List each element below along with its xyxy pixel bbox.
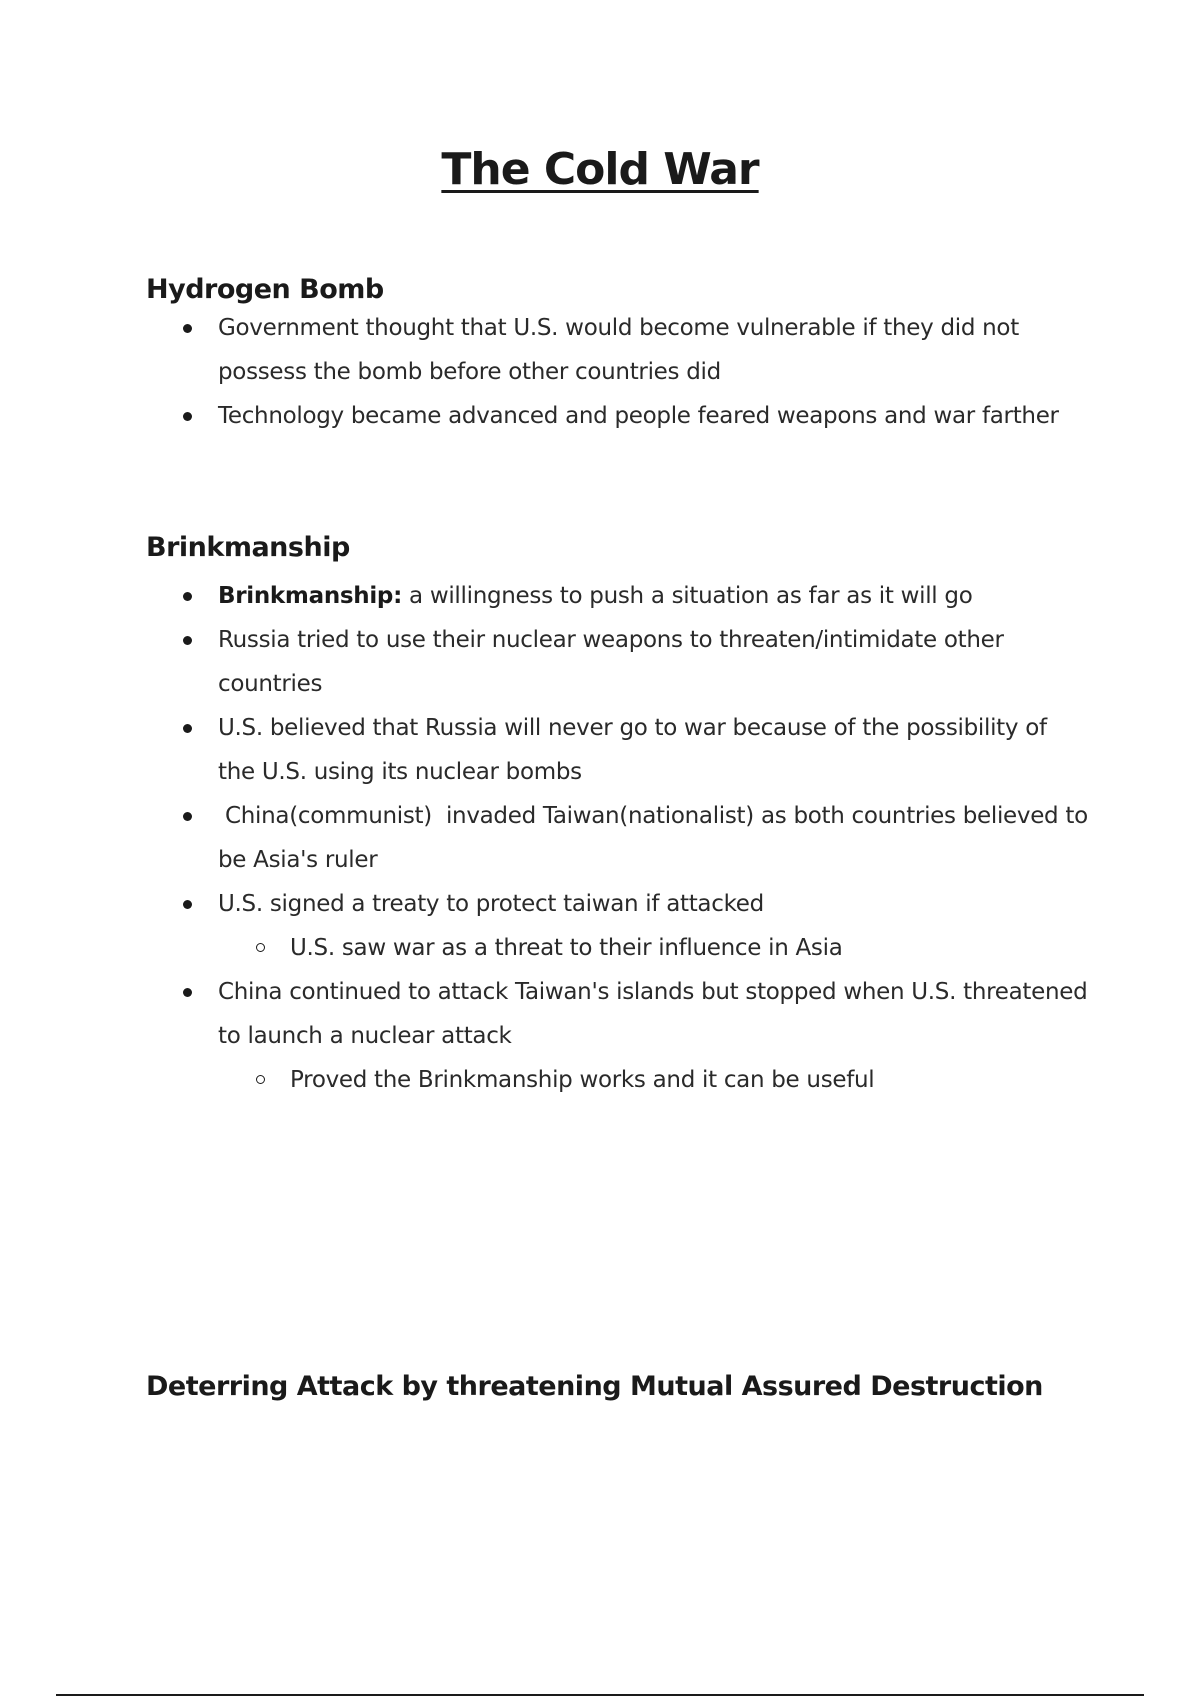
list-item-text: Technology became advanced and people feared weapons and war farther [218,403,1059,429]
section-heading-hydrogen-bomb: Hydrogen Bomb [146,274,384,305]
list-item-text: Government thought that U.S. would become vulnerable if they did not possess the bomb before other countries did [218,315,1019,385]
definition-text: a willingness to push a situation as far as it will go [402,583,973,609]
bullet-icon [183,812,192,821]
list-item [0,394,1200,438]
bullet-icon [183,988,192,997]
brinkmanship-list [0,574,1200,1102]
definition-term: Brinkmanship: [218,583,402,609]
list-item [0,882,1200,926]
sub-list-item-text: U.S. saw war as a threat to their influence in Asia [290,935,843,961]
sub-list-item [0,1058,1200,1102]
list-item [0,794,1200,882]
list-item-text: China continued to attack Taiwan's islands but stopped when U.S. threatened to launch a nuclear attack [218,979,1088,1049]
hollow-bullet-icon [256,943,265,952]
section-heading-brinkmanship: Brinkmanship [146,532,350,563]
list-item [0,706,1200,794]
list-item [0,618,1200,706]
bullet-icon [183,636,192,645]
list-item-text: U.S. believed that Russia will never go to war because of the possibility of the U.S. using its nuclear bombs [218,715,1047,785]
bullet-icon [183,324,192,333]
sub-list-item-text: Proved the Brinkmanship works and it can be useful [290,1067,875,1093]
section-heading-deterring-attack: Deterring Attack by threatening Mutual Assured Destruction [146,1371,1043,1402]
page-bottom-divider [56,1694,1144,1696]
bullet-icon [183,724,192,733]
page-title-text: The Cold War [441,144,759,195]
list-item-text: Russia tried to use their nuclear weapons to threaten/intimidate other countries [218,627,1004,697]
list-item-text: U.S. signed a treaty to protect taiwan if attacked [218,891,764,917]
bullet-icon [183,900,192,909]
hydrogen-bomb-list [0,306,1200,438]
bullet-icon [183,412,192,421]
sub-list-item [0,926,1200,970]
list-item [0,306,1200,394]
hollow-bullet-icon [256,1075,265,1084]
list-item [0,970,1200,1058]
list-item-text: China(communist) invaded Taiwan(nationalist) as both countries believed to be Asia's ruler [218,803,1095,873]
page-title [0,140,1200,200]
bullet-icon [183,592,192,601]
definition-item [0,574,1200,618]
